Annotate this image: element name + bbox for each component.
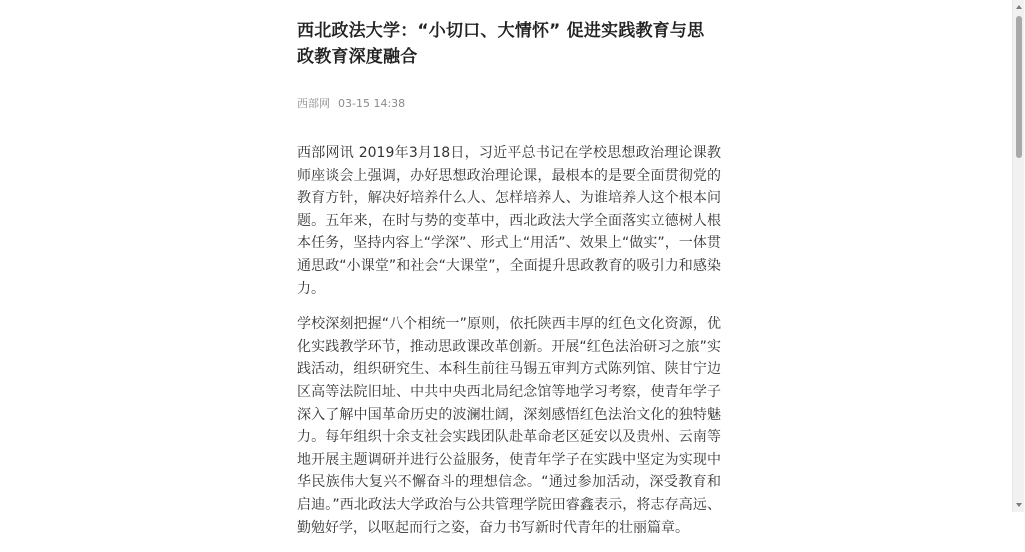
article-title: 西北政法大学：“小切口、大情怀” 促进实践教育与思政教育深度融合 (297, 21, 705, 67)
article-source[interactable]: 西部网 (297, 97, 330, 110)
scroll-down-arrow[interactable] (1013, 498, 1025, 512)
vertical-scrollbar[interactable] (1012, 0, 1024, 512)
article-paragraph: 西部网讯 2019年3月18日，习近平总书记在学校思想政治理论课教师座谈会上强调，办好思想政治理论课，最根本的是要全面贯彻党的教育方针，解决好培养什么人、怎样培养人、为谁培养人这个根本问题。五年来，在时与势的变革中，西北政法大学全面落实立德树人根本任务，坚持内容上“学深”、形式上“用活”、效果上“做实”，一体贯通思政“小课堂”和社会“大课堂”，全面提升思政教育的吸引力和感染力。 (297, 145, 721, 297)
article-body (297, 142, 721, 539)
scroll-up-arrow[interactable] (1013, 0, 1025, 14)
article-datetime: 03-15 14:38 (338, 97, 406, 110)
chevron-up-icon (1016, 5, 1022, 9)
article (297, 18, 721, 552)
scrollbar-thumb[interactable] (1016, 16, 1022, 158)
chevron-down-icon (1016, 503, 1022, 507)
article-meta (297, 96, 721, 112)
article-paragraph: 学校深刻把握“八个相统一”原则，依托陕西丰厚的红色文化资源，优化实践教学环节，推动思政课改革创新。开展“红色法治研习之旅”实践活动，组织研究生、本科生前往马锡五审判方式陈列馆、陕甘宁边区高等法院旧址、中共中央西北局纪念馆等地学习考察，使青年学子深入了解中国革命历史的波澜壮阔，深刻感悟红色法治文化的独特魅力。每年组织十余支社会实践团队赴革命老区延安以及贵州、云南等地开展主题调研并进行公益服务，使青年学子在实践中坚定为实现中华民族伟大复兴不懈奋斗的理想信念。“通过参加活动，深受教育和启迪。”西北政法大学政治与公共管理学院田睿鑫表示，将志存高远、勤勉好学，以呕起而行之姿，奋力书写新时代青年的壮丽篇章。 (297, 316, 721, 536)
